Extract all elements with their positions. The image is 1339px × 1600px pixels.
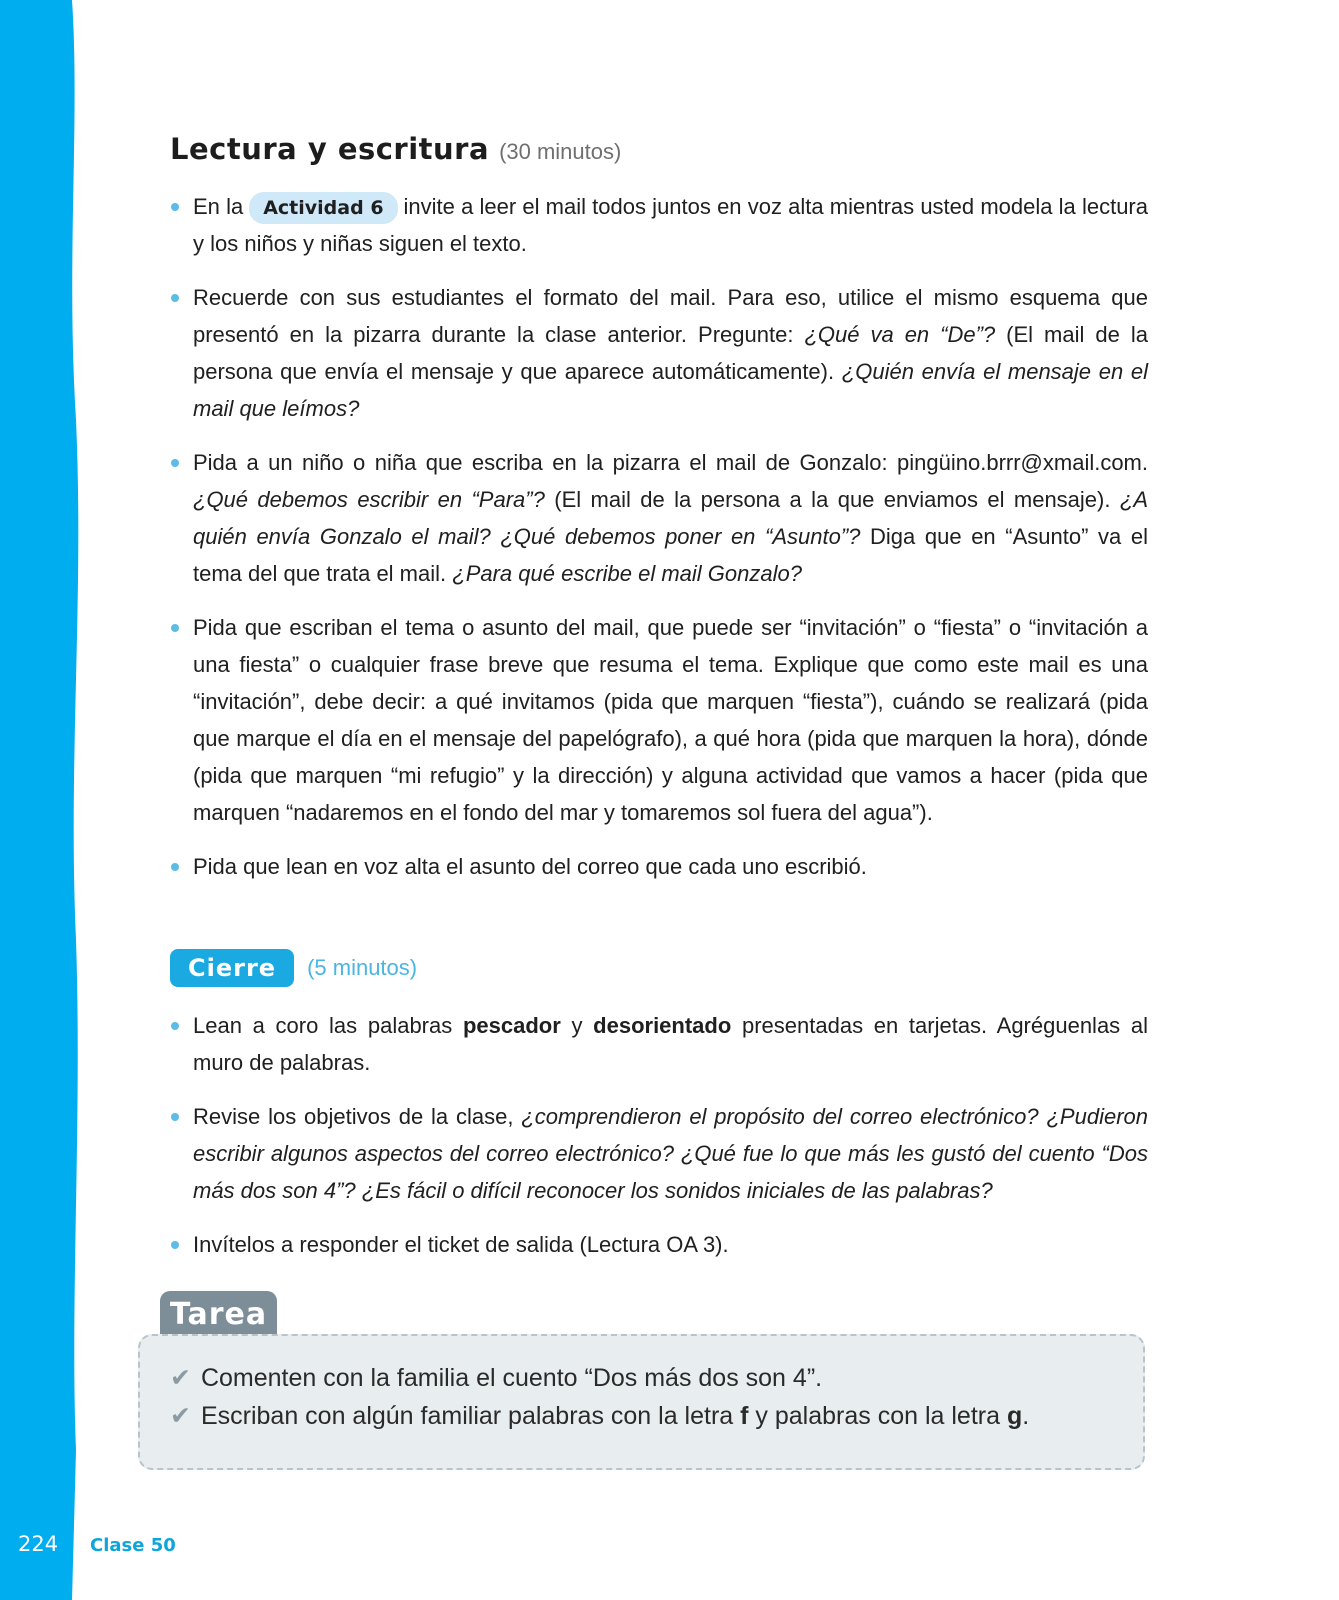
closing-list bbox=[170, 1007, 1148, 1263]
list-item: Lean a coro las palabras pescador y desorientado presentadas en tarjetas. Agréguenlas al muro de palabras. bbox=[170, 1007, 1148, 1081]
list-item: Revise los objetivos de la clase, ¿comprendieron el propósito del correo electrónico? ¿Pudieron escribir algunos aspectos del correo electrónico? ¿Qué fue lo que más les gustó del cuento “Dos más dos son 4”? ¿Es fácil o difícil reconocer los sonidos iniciales de las palabras? bbox=[170, 1098, 1148, 1209]
section-duration: (30 minutos) bbox=[499, 139, 622, 164]
bullet-dot-icon bbox=[171, 459, 179, 467]
page-number: 224 bbox=[18, 1532, 59, 1556]
check-icon: ✔ bbox=[170, 1401, 191, 1430]
closing-duration: (5 minutos) bbox=[307, 955, 418, 980]
activity-badge: Actividad 6 bbox=[249, 192, 397, 224]
check-icon: ✔ bbox=[170, 1363, 191, 1392]
main-content bbox=[170, 132, 1148, 1280]
list-item: Invítelos a responder el ticket de salida (Lectura OA 3). bbox=[170, 1226, 1148, 1263]
closing-badge: Cierre bbox=[170, 949, 294, 987]
homework-item: ✔ Escriban con algún familiar palabras con la letra f y palabras con la letra g. bbox=[170, 1401, 1030, 1430]
section-title: Lectura y escritura bbox=[170, 132, 490, 166]
section-heading bbox=[170, 132, 1148, 166]
bullet-dot-icon bbox=[171, 1113, 179, 1121]
bullet-dot-icon bbox=[171, 203, 179, 211]
homework-box bbox=[138, 1334, 1145, 1470]
list-item: En la Actividad 6 invite a leer el mail todos juntos en voz alta mientras usted modela la lectura y los niños y niñas siguen el texto. bbox=[170, 188, 1148, 262]
activity-list bbox=[170, 188, 1148, 885]
bullet-dot-icon bbox=[171, 1241, 179, 1249]
list-item: Pida que escriban el tema o asunto del mail, que puede ser “invitación” o “fiesta” o “invitación a una fiesta” o cualquier frase breve que resuma el tema. Explique que como este mail es una “invitación”, debe decir: a qué invitamos (pida que marquen “fiesta”), cuándo se realizará (pida que marque el día en el mensaje del papelógrafo), a qué hora (pida que marquen la hora), dónde (pida que marquen “mi refugio” y la dirección) y alguna actividad que vamos a hacer (pida que marquen “nadaremos en el fondo del mar y tomaremos sol fuera del agua”). bbox=[170, 609, 1148, 831]
bullet-dot-icon bbox=[171, 624, 179, 632]
homework-tab: Tarea bbox=[160, 1291, 277, 1337]
closing-heading bbox=[170, 949, 1148, 987]
list-item: Pida a un niño o niña que escriba en la pizarra el mail de Gonzalo: pingüino.brrr@xmail.com. ¿Qué debemos escribir en “Para”? (El mail de la persona a la que enviamos el mensaje). ¿A quién envía Gonzalo el mail? ¿Qué debemos poner en “Asunto”? Diga que en “Asunto” va el tema del que trata el mail. ¿Para qué escribe el mail Gonzalo? bbox=[170, 444, 1148, 592]
list-item: Recuerde con sus estudiantes el formato del mail. Para eso, utilice el mismo esquema que presentó en la pizarra durante la clase anterior. Pregunte: ¿Qué va en “De”? (El mail de la persona que envía el mensaje y que aparece automáticamente). ¿Quién envía el mensaje en el mail que leímos? bbox=[170, 279, 1148, 427]
bullet-dot-icon bbox=[171, 294, 179, 302]
homework-item: ✔ Comenten con la familia el cuento “Dos más dos son 4”. bbox=[170, 1363, 823, 1392]
bullet-dot-icon bbox=[171, 1022, 179, 1030]
lesson-label: Clase 50 bbox=[90, 1535, 176, 1556]
list-item: Pida que lean en voz alta el asunto del correo que cada uno escribió. bbox=[170, 848, 1148, 885]
side-color-band bbox=[0, 0, 90, 1600]
bullet-dot-icon bbox=[171, 863, 179, 871]
